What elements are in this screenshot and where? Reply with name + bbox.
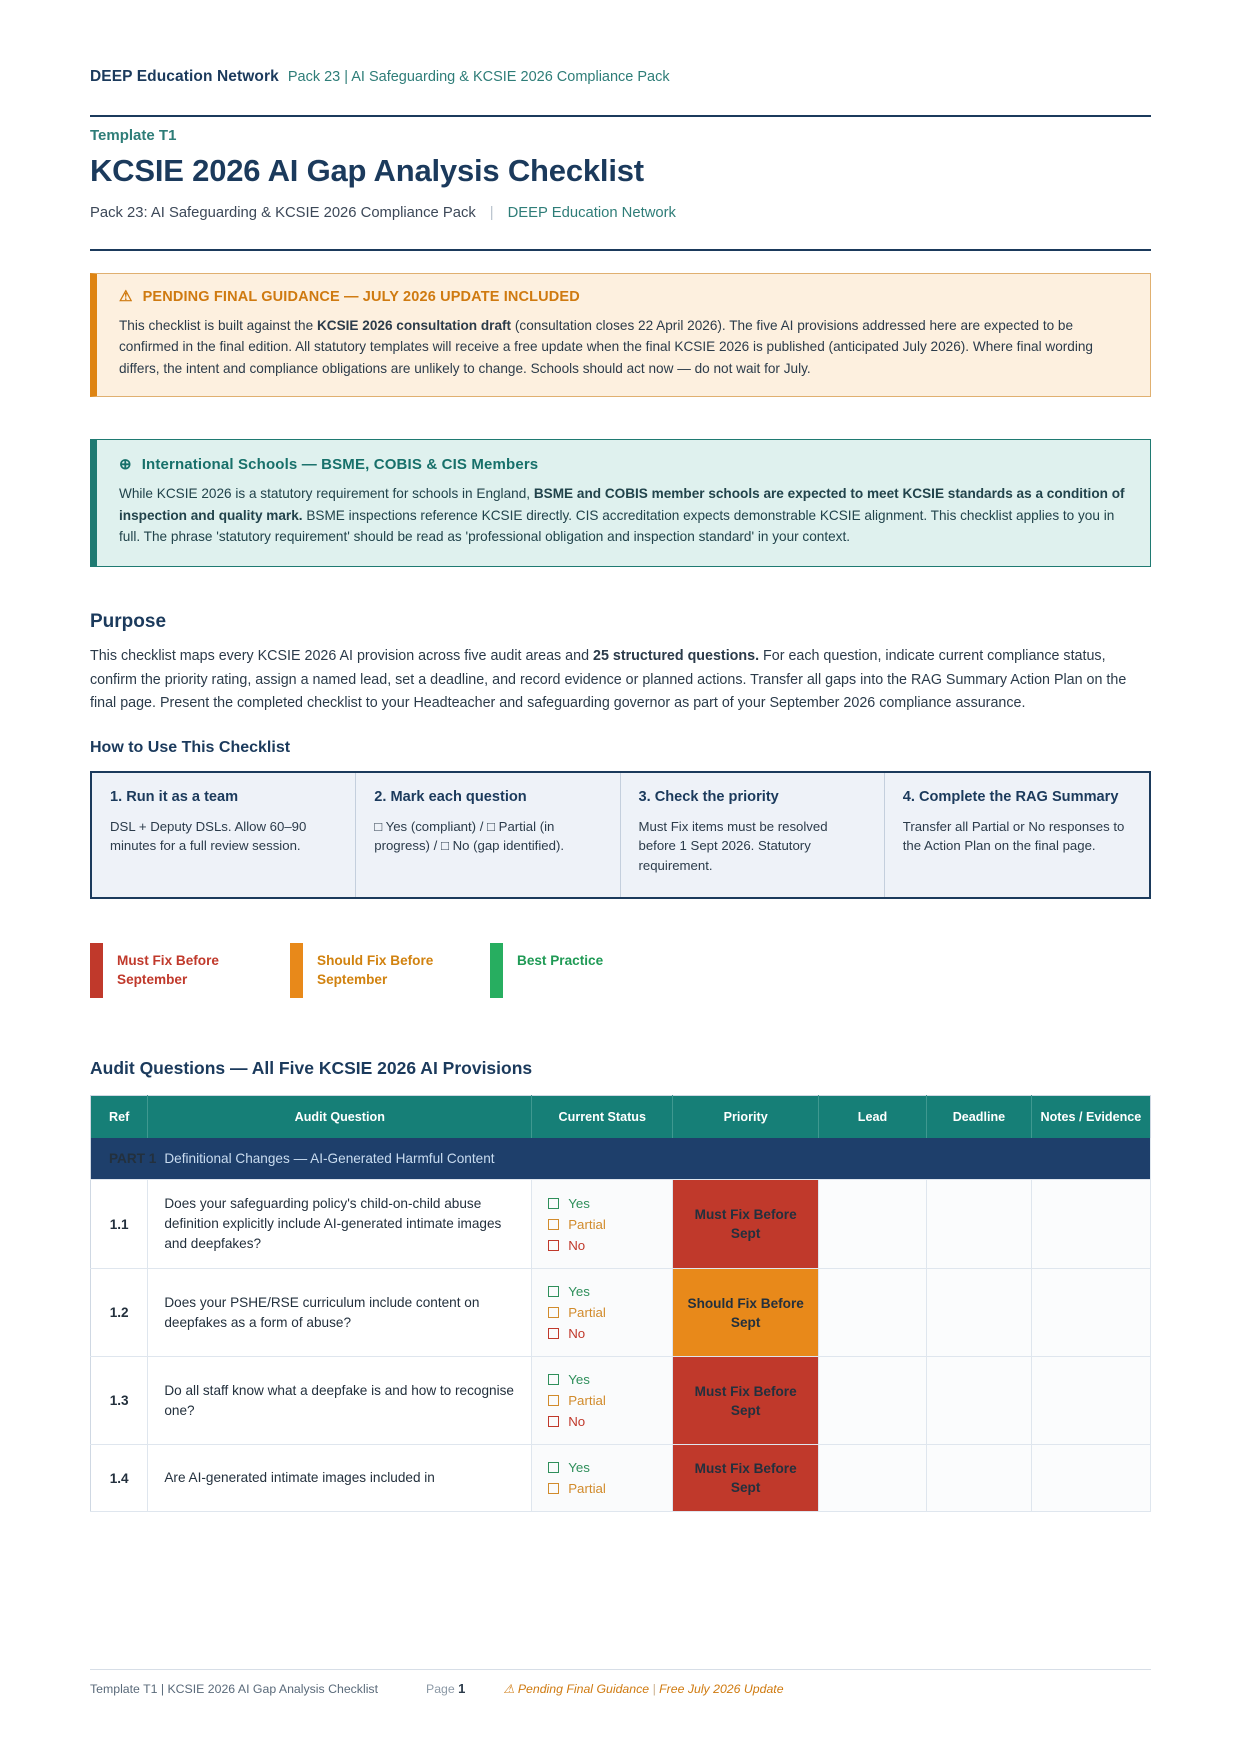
international-schools-header (119, 456, 1130, 473)
international-text-1: While KCSIE 2026 is a statutory requirement for schools in England, (119, 486, 534, 502)
footer-note-pending: Pending Final Guidance (517, 1681, 650, 1696)
brand-name: DEEP Education Network (90, 68, 279, 85)
row-ref: 1.1 (91, 1180, 148, 1269)
legend-swatch-must-fix (90, 943, 103, 998)
howto-step-1 (92, 773, 356, 897)
footer-page-label: Page (426, 1682, 455, 1696)
row-lead-cell[interactable] (818, 1269, 926, 1357)
purpose-text-1: This checklist maps every KCSIE 2026 AI provision across five audit areas and (90, 648, 594, 665)
row-ref: 1.3 (91, 1357, 148, 1445)
column-header-notes: Notes / Evidence (1031, 1095, 1150, 1138)
row-question: Do all staff know what a deepfake is and how to recognise one? (148, 1357, 532, 1445)
howto-step-3-title: 3. Check the priority (638, 788, 779, 805)
checkbox-icon[interactable] (548, 1395, 559, 1406)
table-row (91, 1269, 1151, 1357)
page-footer (90, 1669, 1151, 1696)
howto-grid (90, 771, 1151, 899)
status-option-yes[interactable] (548, 1281, 664, 1302)
status-label-partial: Partial (568, 1305, 606, 1321)
pending-guidance-bold: KCSIE 2026 consultation draft (316, 317, 512, 333)
pending-guidance-text-1: This checklist is built against the (119, 317, 317, 333)
international-schools-callout (90, 439, 1151, 567)
footer-warning-icon: ⚠ (503, 1681, 515, 1696)
checkbox-icon[interactable] (548, 1483, 559, 1494)
status-option-partial[interactable] (548, 1302, 664, 1323)
status-label-yes: Yes (568, 1372, 590, 1388)
status-option-partial[interactable] (548, 1214, 664, 1235)
footer-note (503, 1682, 783, 1696)
international-schools-title: International Schools — BSME, COBIS & CIS Members (141, 456, 539, 474)
row-notes-cell[interactable] (1031, 1180, 1150, 1269)
pending-guidance-title: PENDING FINAL GUIDANCE — JULY 2026 UPDATE INCLUDED (142, 288, 580, 305)
row-question: Are AI-generated intimate images included in (148, 1445, 532, 1512)
row-deadline-cell[interactable] (927, 1269, 1032, 1357)
legend-swatch-should-fix (290, 943, 303, 998)
international-bold: BSME and COBIS member schools are expected to meet KCSIE standards as a condition of inspection and quality mark. (119, 486, 1125, 523)
footer-page-indicator (426, 1681, 465, 1696)
row-ref: 1.2 (91, 1269, 148, 1357)
header-divider (90, 115, 1151, 117)
table-row (91, 1445, 1151, 1512)
title-divider (90, 249, 1151, 251)
row-ref: 1.4 (91, 1445, 148, 1512)
status-option-yes[interactable] (548, 1193, 664, 1214)
pending-guidance-body (119, 315, 1130, 379)
checkbox-icon[interactable] (548, 1286, 559, 1297)
part-tag: PART 1 (109, 1151, 157, 1167)
howto-step-1-desc: DSL + Deputy DSLs. Allow 60–90 minutes for a full review session. (110, 818, 307, 854)
table-header-row (91, 1095, 1151, 1138)
column-header-priority: Priority (673, 1095, 819, 1138)
column-header-status: Current Status (532, 1095, 673, 1138)
row-deadline-cell[interactable] (927, 1180, 1032, 1269)
status-label-partial: Partial (568, 1393, 606, 1409)
howto-step-3-desc: Must Fix items must be resolved before 1 Sept 2026. Statutory requirement. (638, 818, 828, 874)
howto-step-3 (621, 773, 885, 897)
row-status-cell[interactable] (532, 1180, 673, 1269)
howto-step-2-desc: □ Yes (compliant) / □ Partial (in progress) / □ No (gap identified). (374, 818, 564, 854)
status-label-yes: Yes (568, 1284, 590, 1300)
row-question: Does your safeguarding policy's child-on-child abuse definition explicitly include AI-generated intimate images and deepfakes? (148, 1180, 532, 1269)
row-deadline-cell[interactable] (927, 1445, 1032, 1512)
part-name: Definitional Changes — AI-Generated Harmful Content (164, 1151, 495, 1167)
status-option-partial[interactable] (548, 1390, 664, 1411)
legend-item-must-fix (90, 943, 290, 998)
row-status-cell[interactable] (532, 1445, 673, 1512)
status-option-no[interactable] (548, 1323, 664, 1344)
checkbox-icon[interactable] (548, 1240, 559, 1251)
checkbox-icon[interactable] (548, 1307, 559, 1318)
row-status-cell[interactable] (532, 1269, 673, 1357)
footer-note-update: Free July 2026 Update (659, 1681, 784, 1696)
status-label-no: No (568, 1326, 586, 1342)
audit-questions-table (90, 1095, 1151, 1512)
checkbox-icon[interactable] (548, 1219, 559, 1230)
row-question: Does your PSHE/RSE curriculum include content on deepfakes as a form of abuse? (148, 1269, 532, 1357)
page-title: KCSIE 2026 AI Gap Analysis Checklist (90, 153, 644, 188)
row-lead-cell[interactable] (818, 1180, 926, 1269)
priority-legend (90, 943, 1151, 998)
row-status-cell[interactable] (532, 1357, 673, 1445)
checkbox-icon[interactable] (548, 1416, 559, 1427)
row-priority-badge: Must Fix Before Sept (673, 1180, 819, 1269)
column-header-lead: Lead (818, 1095, 926, 1138)
status-label-yes: Yes (568, 1460, 590, 1476)
purpose-text-2: For each question, indicate current compliance status, confirm the priority rating, assign a named lead, set a deadline, and record evidence or planned actions. Transfer all gaps into the RAG Summary Action Plan on the final page. Present the completed checklist to your Headteacher and safeguarding governor as part of your September 2026 compliance assurance. (90, 648, 1127, 711)
template-eyebrow: Template T1 (90, 127, 177, 144)
table-row (91, 1357, 1151, 1445)
row-lead-cell[interactable] (818, 1445, 926, 1512)
globe-icon: ⊕ (119, 456, 132, 474)
checkbox-icon[interactable] (548, 1462, 559, 1473)
howto-step-1-title: 1. Run it as a team (110, 788, 239, 805)
subtitle-divider: | (489, 204, 494, 221)
legend-item-should-fix (290, 943, 490, 998)
status-label-partial: Partial (568, 1216, 606, 1232)
status-label-partial: Partial (568, 1481, 606, 1497)
international-schools-body (119, 483, 1130, 547)
column-header-question: Audit Question (148, 1095, 532, 1138)
row-priority-badge: Must Fix Before Sept (673, 1445, 819, 1512)
international-text-2: BSME inspections reference KCSIE directly. CIS accreditation expects demonstrable KCSIE alignment. This checklist applies to you in full. The phrase 'statutory requirement' should be read as 'professional obligation and inspection standard' in your context. (119, 507, 1115, 544)
subtitle-pack: Pack 23: AI Safeguarding & KCSIE 2026 Compliance Pack (90, 204, 476, 221)
status-option-yes[interactable] (548, 1369, 664, 1390)
row-notes-cell[interactable] (1031, 1269, 1150, 1357)
howto-heading: How to Use This Checklist (90, 738, 291, 756)
row-notes-cell[interactable] (1031, 1445, 1150, 1512)
part-section-row (91, 1138, 1151, 1180)
row-deadline-cell[interactable] (927, 1357, 1032, 1445)
checkbox-icon[interactable] (548, 1198, 559, 1209)
column-header-deadline: Deadline (927, 1095, 1032, 1138)
column-header-ref: Ref (91, 1095, 148, 1138)
masthead (90, 56, 1151, 86)
document-subtitle (90, 205, 1151, 221)
row-priority-badge: Should Fix Before Sept (673, 1269, 819, 1357)
subtitle-org: DEEP Education Network (507, 204, 676, 221)
pending-guidance-callout (90, 273, 1151, 397)
part-section-cell (91, 1138, 1151, 1180)
checkbox-icon[interactable] (548, 1374, 559, 1385)
status-label-yes: Yes (568, 1195, 590, 1211)
warning-icon: ⚠ (119, 288, 133, 306)
legend-label-best-practice: Best Practice (517, 952, 604, 968)
audit-section-heading: Audit Questions — All Five KCSIE 2026 AI Provisions (90, 1057, 533, 1078)
status-label-no: No (568, 1414, 586, 1430)
row-notes-cell[interactable] (1031, 1357, 1150, 1445)
legend-swatch-best-practice (490, 943, 503, 998)
status-option-no[interactable] (548, 1411, 664, 1432)
purpose-bold: 25 structured questions. (593, 648, 760, 665)
masthead-subtitle: Pack 23 | AI Safeguarding & KCSIE 2026 Compliance Pack (287, 69, 670, 85)
legend-label-must-fix: Must Fix Before September (117, 952, 219, 987)
checkbox-icon[interactable] (548, 1328, 559, 1339)
status-option-no[interactable] (548, 1235, 664, 1256)
howto-step-2-title: 2. Mark each question (374, 788, 527, 805)
purpose-heading: Purpose (90, 611, 167, 633)
table-row (91, 1180, 1151, 1269)
footer-page-number: 1 (458, 1681, 466, 1696)
purpose-body (90, 645, 1151, 714)
pending-guidance-header (119, 289, 1130, 305)
legend-label-should-fix: Should Fix Before September (317, 952, 434, 987)
status-label-no: No (568, 1237, 586, 1253)
howto-step-4 (885, 773, 1149, 897)
howto-step-4-desc: Transfer all Partial or No responses to the Action Plan on the final page. (902, 818, 1125, 854)
legend-item-best-practice (490, 943, 690, 998)
footer-document-label: Template T1 | KCSIE 2026 AI Gap Analysis Checklist (90, 1681, 378, 1696)
row-priority-badge: Must Fix Before Sept (673, 1357, 819, 1445)
howto-step-4-title: 4. Complete the RAG Summary (902, 788, 1119, 805)
status-option-partial[interactable] (548, 1478, 664, 1499)
pending-guidance-text-2: (consultation closes 22 April 2026). The five AI provisions addressed here are expected to be confirmed in the final edition. All statutory templates will receive a free update when the final KCSIE 2026 is published (anticipated July 2026). Where final wording differs, the intent and compliance obligations are unlikely to change. Schools should act now — do not wait for July. (119, 317, 1093, 376)
row-lead-cell[interactable] (818, 1357, 926, 1445)
status-option-yes[interactable] (548, 1457, 664, 1478)
howto-step-2 (356, 773, 620, 897)
footer-note-separator: | (652, 1681, 656, 1696)
